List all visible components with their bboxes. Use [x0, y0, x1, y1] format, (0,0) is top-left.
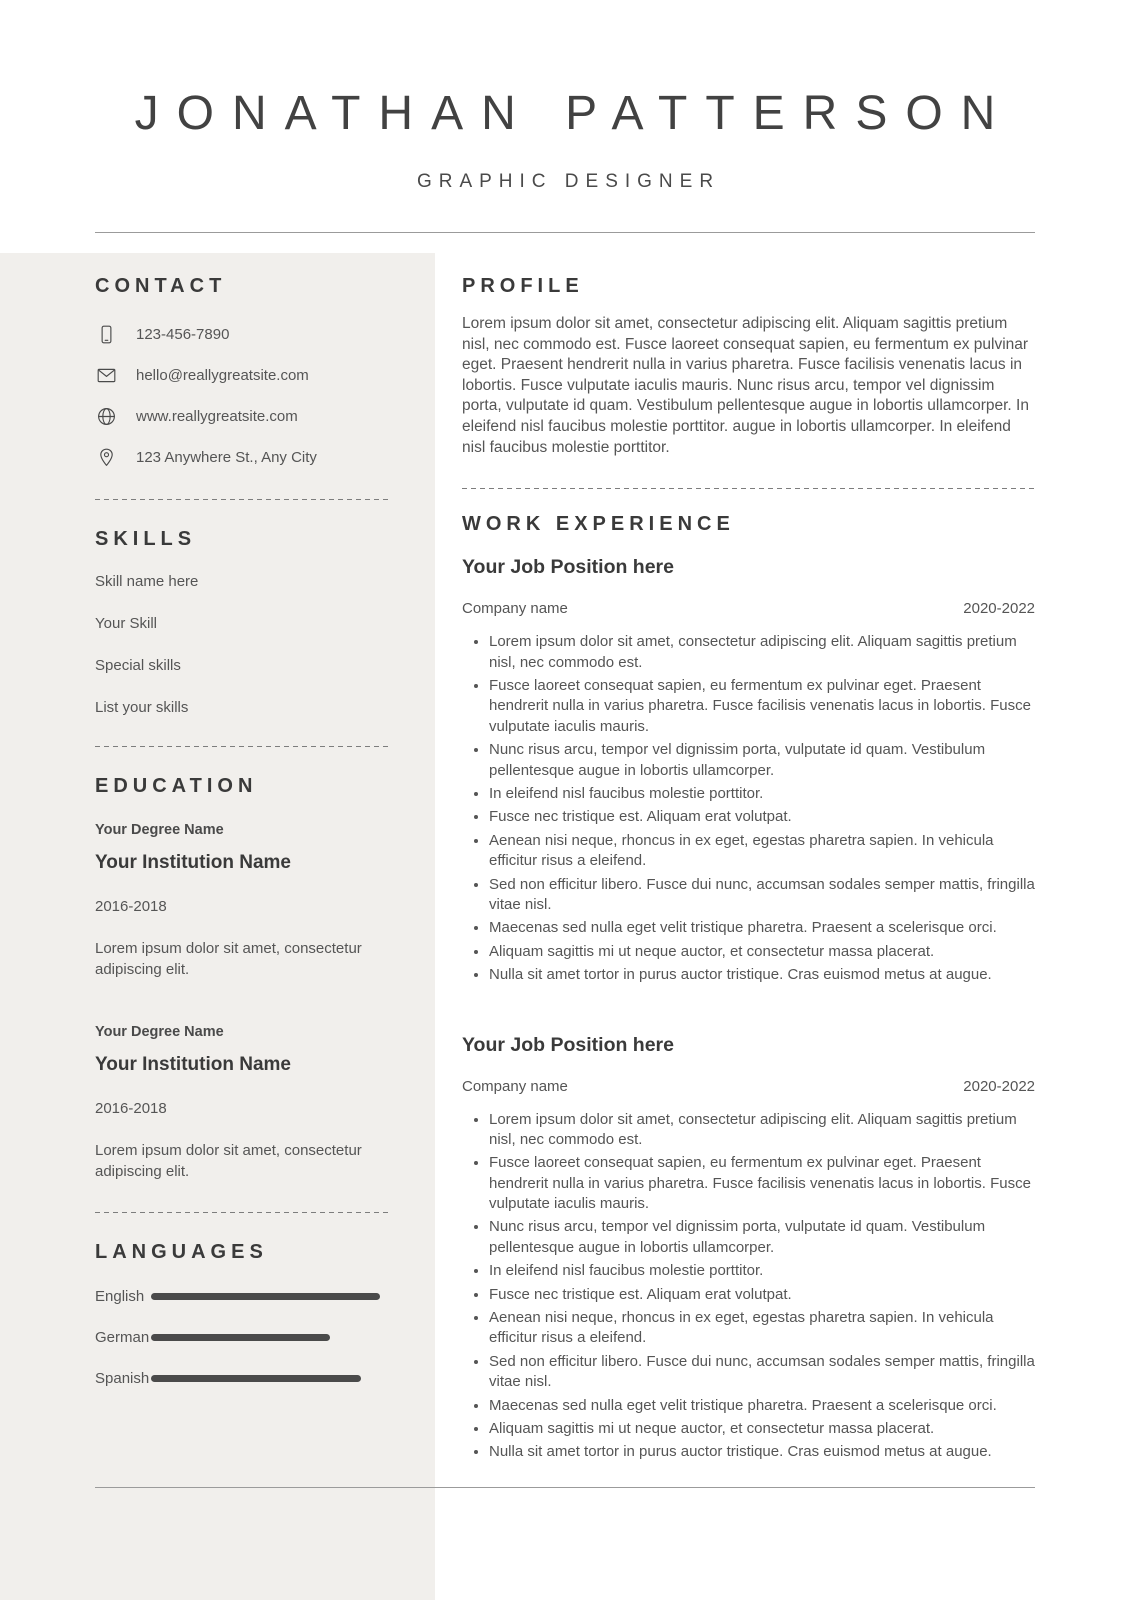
skill-item: Special skills: [95, 657, 181, 674]
contact-section: [95, 275, 390, 469]
job-bullets: [462, 632, 1035, 985]
job-bullet: • Fusce laoreet consequat sapien, eu fermentum ex pulvinar eget. Praesent hendrerit nulla in varius pharetra. Fusce facilisis venenatis lacus in lobortis. Fusce vulputate iaculis mauris.: [489, 676, 1035, 737]
job-bullet: • Fusce nec tristique est. Aliquam erat volutpat.: [489, 1285, 1035, 1305]
institution-name: Your Institution Name: [95, 1054, 291, 1075]
languages-heading: LANGUAGES: [95, 1241, 268, 1263]
person-name: JONATHAN PATTERSON: [134, 87, 1014, 140]
job-position: Your Job Position here: [462, 556, 674, 579]
job-bullets: [462, 1110, 1035, 1463]
profile-heading: PROFILE: [462, 275, 584, 297]
institution-name: Your Institution Name: [95, 852, 291, 873]
dashed-divider: [462, 488, 1035, 489]
language-name: Spanish: [95, 1370, 150, 1387]
company-row: [462, 600, 1035, 617]
language-level-bar: [151, 1334, 390, 1341]
job-bullet: • In eleifend nisl faucibus molestie porttitor.: [489, 1261, 1035, 1281]
contact-email: hello@reallygreatsite.com: [136, 366, 309, 384]
job-entry: [462, 1034, 1035, 1463]
language-row: [95, 1288, 390, 1305]
language-level-bar: [151, 1293, 390, 1300]
job-position: Your Job Position here: [462, 1033, 674, 1056]
education-years: 2016-2018: [95, 898, 167, 915]
job-bullet: • Aliquam sagittis mi ut neque auctor, et consectetur massa placerat.: [489, 1419, 1035, 1439]
resume-body: [0, 253, 1131, 1600]
contact-address: 123 Anywhere St., Any City: [136, 448, 317, 466]
education-heading: EDUCATION: [95, 775, 258, 797]
job-bullet: • Nulla sit amet tortor in purus auctor tristique. Cras euismod metus at augue.: [489, 965, 1035, 985]
job-bullet: • Maecenas sed nulla eget velit tristique pharetra. Praesent a scelerisque orci.: [489, 918, 1035, 938]
website-icon: [95, 404, 117, 428]
job-bullet: • Nulla sit amet tortor in purus auctor tristique. Cras euismod metus at augue.: [489, 1442, 1035, 1462]
contact-heading: CONTACT: [95, 275, 227, 297]
job-bullet: • Lorem ipsum dolor sit amet, consectetur adipiscing elit. Aliquam sagittis pretium nisl, nec commodo est.: [489, 1110, 1035, 1151]
job-bullet: • Sed non efficitur libero. Fusce dui nunc, accumsan sodales semper mattis, fringilla vitae nisl.: [489, 1352, 1035, 1393]
dashed-divider: [95, 499, 390, 500]
company-name: Company name: [462, 600, 568, 618]
person-title: GRAPHIC DESIGNER: [416, 170, 721, 192]
work-experience-section: [462, 513, 1035, 1463]
sidebar: [0, 253, 435, 1600]
profile-text: Lorem ipsum dolor sit amet, consectetur adipiscing elit. Aliquam sagittis pretium nisl, nec commodo est. Fusce laoreet consequat sapien, eu fermentum ex pulvinar eget. Praesent hendrerit nulla in varius pharetra. Fusce facilisis venenatis lacus in lobortis. Fusce vulputate iaculis mauris. Nunc risus arcu, tempor vel dignissim porta, vulputate id quam. Vestibulum pellentesque augue in lobortis ullamcorper. In eleifend nisl faucibus molestie porttitor. augue in lobortis ullamcorper. In eleifend nisl faucibus molestie porttitor.: [462, 315, 1029, 456]
contact-item-address: [95, 445, 390, 469]
language-name: German: [95, 1329, 150, 1346]
contact-item-email: [95, 363, 390, 387]
contact-item-website: [95, 404, 390, 428]
skills-section: [95, 528, 390, 716]
language-level-bar: [151, 1375, 390, 1382]
job-bullet: • Fusce nec tristique est. Aliquam erat volutpat.: [489, 807, 1035, 827]
contact-list: [95, 322, 390, 469]
degree-name: Your Degree Name: [95, 1024, 224, 1040]
job-bullet: • Aenean nisi neque, rhoncus in ex eget, egestas pharetra sapien. In vehicula efficitur risus a eleifend.: [489, 1308, 1035, 1349]
contact-item-phone: [95, 322, 390, 346]
profile-section: [462, 275, 1035, 458]
footer-divider: [95, 1487, 1035, 1488]
company-row: [462, 1078, 1035, 1095]
dashed-divider: [95, 1212, 390, 1213]
job-bullet: • Sed non efficitur libero. Fusce dui nunc, accumsan sodales semper mattis, fringilla vitae nisl.: [489, 875, 1035, 916]
resume-header: [95, 0, 1035, 233]
main-column: [435, 253, 1131, 1600]
email-icon: [95, 363, 117, 387]
education-section: [95, 775, 390, 1182]
job-dates: 2020-2022: [963, 1077, 1035, 1095]
language-row: [95, 1370, 390, 1387]
job-bullet: • Lorem ipsum dolor sit amet, consectetur adipiscing elit. Aliquam sagittis pretium nisl, nec commodo est.: [489, 632, 1035, 673]
education-entry: [95, 1024, 390, 1182]
skills-heading: SKILLS: [95, 528, 197, 550]
job-bullet: • In eleifend nisl faucibus molestie porttitor.: [489, 784, 1035, 804]
language-row: [95, 1329, 390, 1346]
job-bullet: • Aliquam sagittis mi ut neque auctor, et consectetur massa placerat.: [489, 942, 1035, 962]
job-bullet: • Nunc risus arcu, tempor vel dignissim porta, vulputate id quam. Vestibulum pellentesque augue in lobortis ullamcorper.: [489, 740, 1035, 781]
skill-item: Your Skill: [95, 615, 157, 632]
skill-item: Skill name here: [95, 573, 199, 590]
education-entry: [95, 822, 390, 980]
job-bullet: • Nunc risus arcu, tempor vel dignissim porta, vulputate id quam. Vestibulum pellentesque augue in lobortis ullamcorper.: [489, 1217, 1035, 1258]
dashed-divider: [95, 746, 390, 747]
job-entry: [462, 556, 1035, 985]
language-name: English: [95, 1288, 145, 1305]
education-description: Lorem ipsum dolor sit amet, consectetur adipiscing elit.: [95, 940, 362, 978]
work-experience-heading: WORK EXPERIENCE: [462, 513, 735, 536]
job-dates: 2020-2022: [963, 600, 1035, 618]
degree-name: Your Degree Name: [95, 822, 224, 838]
skills-list: [95, 573, 390, 716]
location-icon: [95, 445, 117, 469]
skill-item: List your skills: [95, 699, 189, 716]
education-years: 2016-2018: [95, 1100, 167, 1117]
contact-phone: 123-456-7890: [136, 325, 230, 343]
job-bullet: • Aenean nisi neque, rhoncus in ex eget, egestas pharetra sapien. In vehicula efficitur risus a eleifend.: [489, 831, 1035, 872]
languages-section: [95, 1241, 390, 1387]
job-bullet: • Fusce laoreet consequat sapien, eu fermentum ex pulvinar eget. Praesent hendrerit nulla in varius pharetra. Fusce facilisis venenatis lacus in lobortis. Fusce vulputate iaculis mauris.: [489, 1153, 1035, 1214]
job-bullet: • Maecenas sed nulla eget velit tristique pharetra. Praesent a scelerisque orci.: [489, 1396, 1035, 1416]
languages-list: [95, 1288, 390, 1387]
company-name: Company name: [462, 1077, 568, 1095]
phone-icon: [95, 322, 117, 346]
education-description: Lorem ipsum dolor sit amet, consectetur adipiscing elit.: [95, 1142, 362, 1180]
contact-website: www.reallygreatsite.com: [136, 407, 298, 425]
